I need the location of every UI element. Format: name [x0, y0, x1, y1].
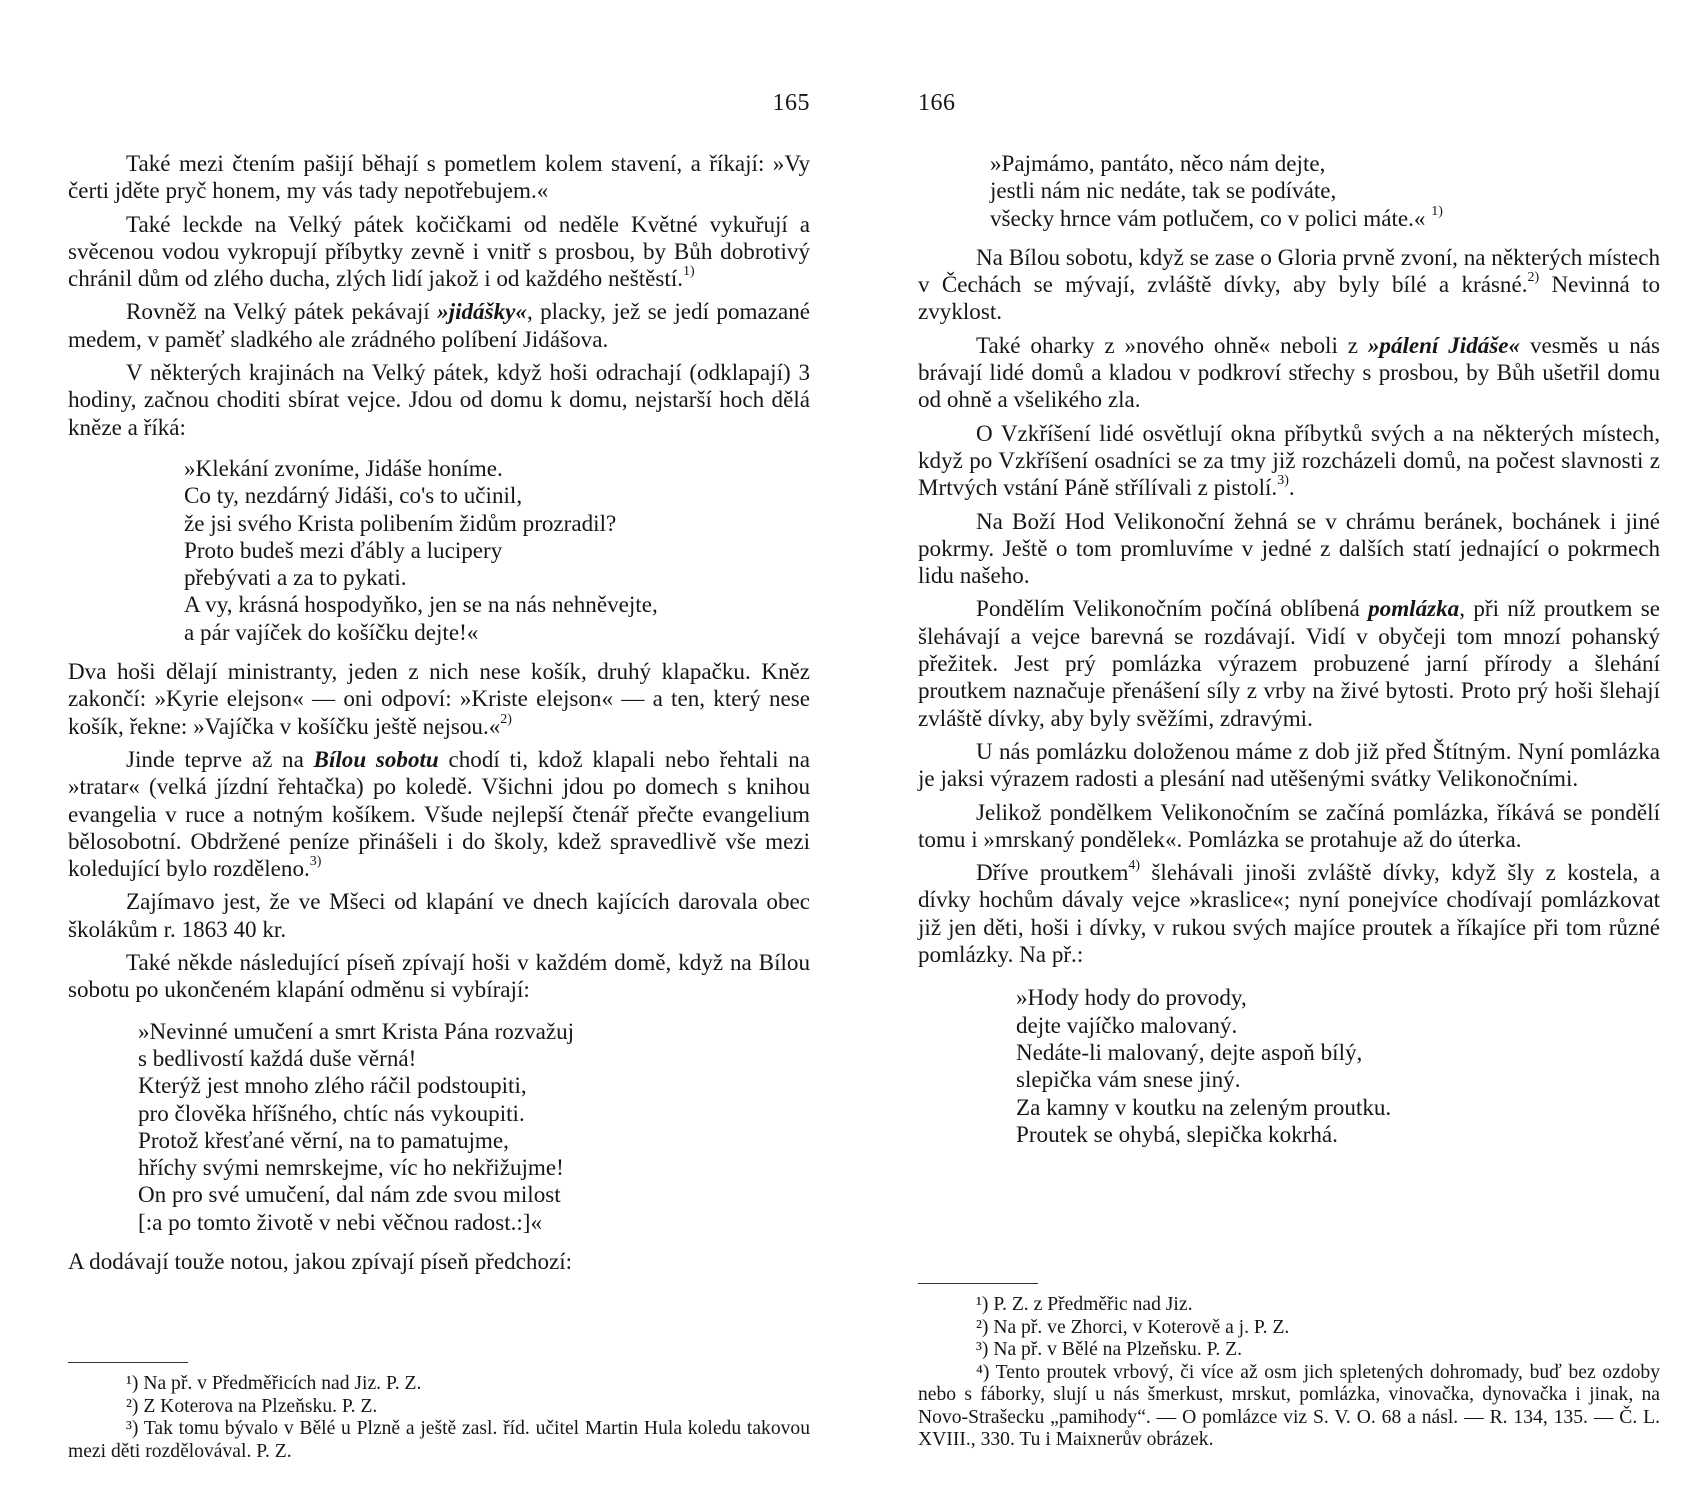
verse-line: A vy, krásná hospodyňko, jen se na nás nehněvejte,: [184, 591, 658, 618]
paragraph: [68, 298, 810, 353]
paragraph-text: Rovněž na Velký pátek pekávají: [126, 298, 430, 325]
paragraph: [68, 150, 810, 205]
verse-line: pro člověka hříšného, chtíc nás vykoupiti.: [138, 1099, 525, 1126]
verse-line: Nedáte-li malovaný, dejte aspoň bílý,: [1016, 1038, 1363, 1065]
verse-pajmamo: [918, 150, 1660, 232]
paragraph: [918, 738, 1660, 793]
paragraph-text: U nás pomlázku doloženou máme z dob již před Štítným. Nyní pomlázka je jaksi výrazem radosti a plesání nad utěšenými svátky Velikonočními.: [918, 737, 1660, 792]
paragraph-text: Také mezi čtením pašijí běhají s pometlem kolem stavení, a říkají: »Vy čerti jděte pryč honem, my vás tady nepotřebujem.«: [68, 150, 810, 204]
emphasis-term: »jidášky«: [437, 298, 527, 325]
paragraph: [918, 799, 1660, 854]
paragraph-text: chodí ti, kdož klapali nebo řehtali na »tratar« (velká jízdní řehtačka) po koledě. Všichni jdou po domech s knihou evangelia v ruce a notným košíkem. Všude nejlepší čtenář přečte evangelium bělosobotní. Obdržené peníze přinášeli i do školy, kdež spravedlivě vše mezi koledující bylo rozděleno.: [68, 745, 810, 882]
verse-nevinne-umuceni: [68, 1018, 810, 1236]
verse-line: že jsi svého Krista polibením židům prozradil?: [184, 509, 617, 536]
paragraph-text: Také oharky z »nového ohně« neboli z: [976, 331, 1358, 358]
footnote: [68, 1418, 810, 1463]
footnotes-left: [68, 1362, 810, 1463]
footnote-divider: [68, 1362, 188, 1363]
footnote: [68, 1396, 810, 1419]
paragraph-text: Také leckde na Velký pátek kočičkami od neděle Květné vykuřují a svěcenou vodou vykropují příbytky zevně i vnitř s prosbou, by Bůh dobrotivý chránil dům od zlého ducha, zlých lidí jakož i od každého neštěstí.: [68, 210, 810, 292]
paragraph: [918, 420, 1660, 502]
paragraph: [918, 595, 1660, 731]
verse-line: [990, 205, 1660, 232]
verse-line: hříchy svými nemrskejme, víc ho nekřižujme!: [138, 1154, 564, 1181]
footnote-text: Na př. v Předměřicích nad Jiz. P. Z.: [143, 1373, 422, 1394]
verse-line: »Klekání zvoníme, Jidáše honíme.: [184, 454, 503, 481]
verse-line: »Nevinné umučení a smrt Krista Pána rozvažuj: [138, 1017, 575, 1044]
right-page-body: [918, 150, 1660, 1160]
footnote-ref: 3): [309, 854, 322, 870]
verse-line: Co ty, nezdárný Jidáši, co's to učinil,: [184, 482, 523, 509]
verse-line: »Hody hody do provody,: [1016, 984, 1247, 1011]
paragraph-text: Na Bílou sobotu, když se zase o Gloria prvně zvoní, na některých místech v Čechách se mývají, zvláště dívky, aby byly bílé a krásné.: [918, 243, 1660, 298]
footnote-mark: ¹): [126, 1373, 139, 1394]
paragraph-text: šlehávali jinoši zvláště dívky, když šly z kostela, a dívky hochům dávaly vejce »kraslice«; nyní ponejvíce chodívají pomlázkovat již jen děti, hoši i dívky, v rukou svých majíce proutek a říkajíce při tom různé pomlázky. Na př.:: [918, 859, 1660, 968]
paragraph: [68, 746, 810, 882]
footnote-mark: ²): [976, 1316, 989, 1338]
paragraph: [68, 1248, 810, 1275]
page-number-right: 166: [918, 90, 956, 116]
page-number-left: 165: [772, 90, 810, 116]
paragraph-text: V některých krajinách na Velký pátek, když hoši odrachají (odklapají) 3 hodiny, začnou choditi sbírat vejce. Jdou od domu k domu, nejstarší hoch dělá kněze a říká:: [68, 359, 810, 440]
paragraph-text: Jelikož pondělkem Velikonočním se začíná pomlázka, říkává se pondělí tomu i »mrskaný pondělek«. Pomlázka se protahuje až do úterka.: [918, 798, 1660, 852]
paragraph-text: Na Boží Hod Velikonoční žehná se v chrámu beránek, bochánek i jiné pokrmy. Ještě o tom promluvíme v jedné z dalších statí jednající o pokrmech lidu našeho.: [918, 507, 1660, 589]
emphasis-term: pomlázka: [1368, 595, 1460, 622]
verse-line: On pro své umučení, dal nám zde svou milost: [138, 1181, 561, 1208]
verse-line: Proutek se ohybá, slepička kokrhá.: [1016, 1120, 1338, 1147]
verse-line: přebývati a za to pykati.: [184, 564, 407, 591]
footnote-mark: ³): [126, 1418, 139, 1439]
paragraph-text: vesměs u nás brávají lidé domů a kladou v podkroví střechy s prosbou, by Bůh ušetřil domu od ohně a všelikého zla.: [918, 331, 1660, 413]
footnote-mark: ³): [976, 1339, 989, 1360]
footnote-mark: ⁴): [976, 1361, 990, 1383]
footnote-ref: 4): [1128, 858, 1141, 874]
footnote-ref: 1): [683, 264, 695, 280]
verse-line: Za kamny v koutku na zeleným proutku.: [1016, 1093, 1392, 1120]
footnote-divider: [918, 1283, 1038, 1284]
paragraph-text: Dříve proutkem: [976, 859, 1129, 886]
footnote: [918, 1362, 1660, 1452]
paragraph: [68, 888, 810, 943]
footnote-ref: 3): [1277, 473, 1289, 489]
verse-hody-hody: [918, 984, 1660, 1148]
footnote: [918, 1317, 1660, 1340]
left-page-body: [68, 150, 810, 1281]
paragraph: [918, 244, 1660, 326]
paragraph-text: A dodávají touže notou, jakou zpívají píseň předchozí:: [68, 1247, 573, 1274]
footnote-text: Tak tomu bývalo v Bělé u Plzně a ještě zasl. říd. učitel Martin Hula koledu takovou mezi děti rozdělovával. P. Z.: [68, 1418, 811, 1462]
footnote-ref: 2): [500, 711, 512, 727]
right-page: [918, 0, 1660, 1500]
paragraph-text: , placky, jež se jedí pomazané medem, v paměť sladkého ale zrádného políbení Jidášova.: [68, 298, 810, 352]
verse-line: [:a po tomto životě v nebi věčnou radost.:]«: [138, 1208, 543, 1235]
verse-klekani: [68, 455, 810, 646]
paragraph-text: Pondělím Velikonočním počíná oblíbená: [976, 595, 1360, 622]
footnote-text: Na př. ve Zhorci, v Koterově a j. P. Z.: [993, 1316, 1290, 1338]
footnote-mark: ¹): [976, 1294, 989, 1315]
verse-line: Proto budeš mezi ďábly a lucipery: [184, 536, 503, 563]
verse-line: Protož křesťané věrní, na to pamatujme,: [138, 1126, 509, 1153]
footnote-text: Na př. v Bělé na Plzeňsku. P. Z.: [993, 1339, 1243, 1360]
footnote: [918, 1294, 1660, 1317]
paragraph: [68, 658, 810, 740]
paragraph: [918, 332, 1660, 414]
paragraph: [68, 211, 810, 293]
paragraph-text: .: [1288, 474, 1295, 501]
verse-line: s bedlivostí každá duše věrná!: [138, 1044, 417, 1071]
paragraph-text: , při níž proutkem se šlehávají a vejce barevná se rozdávají. Vidí v obyčeji tom mnozí pohanský přežitek. Jest prý pomlázka výrazem probuzené jarní přírody a šlehání proutkem naznačuje přenášení síly z vrby na živé bytosti. Proto prý hoši šlehají zvláště dívky, aby byly svěžími, zdravými.: [918, 595, 1660, 731]
emphasis-term: Bílou sobotu: [313, 745, 439, 772]
paragraph-text: Také někde následující píseň zpívají hoši v každém domě, když na Bílou sobotu po ukončeném klapání odměnu si vybírají:: [68, 949, 810, 1003]
verse-text: všecky hrnce vám potlučem, co v polici máte.«: [990, 204, 1426, 231]
paragraph: [918, 859, 1660, 968]
footnote-ref: 2): [1527, 270, 1540, 286]
footnote-mark: ²): [126, 1395, 139, 1417]
verse-line: dejte vajíčko malovaný.: [1016, 1011, 1238, 1038]
verse-line: Kterýž jest mnoho zlého ráčil podstoupiti,: [138, 1072, 527, 1099]
paragraph-text: Dva hoši dělají ministranty, jeden z nich nese košík, druhý klapačku. Kněz zakončí: »Kyrie elejson« — oni odpoví: »Kriste elejson« — a ten, který nese košík, řekne: »Vajíčka v košíčku ještě nejsou.«: [68, 658, 810, 739]
footnote-text: Tento proutek vrbový, či více až osm jich spletených dohromady, buď bez ozdoby nebo s fáborky, slují u nás šmerkust, mrskut, pomlázka, vinovačka, dynovačka i jinak, na Novo-Strašecku „pamihody“. — O pomlázce viz S. V. O. 68 a násl. — R. 134, 135. — Č. L. XVIII., 330. Tu i Maixnerův obrázek.: [918, 1361, 1660, 1450]
verse-line: jestli nám nic nedáte, tak se podíváte,: [990, 177, 1337, 204]
footnotes-right: [918, 1283, 1660, 1452]
verse-line: slepička vám snese jiný.: [1016, 1066, 1241, 1093]
paragraph-text: O Vzkříšení lidé osvětlují okna příbytků svých a na některých místech, když po Vzkříšení osadníci se za tmy již rozcházeli domů, na počest slavnosti z Mrtvých vstání Páně střílívali z pistolí.: [918, 419, 1660, 501]
paragraph-text: Zajímavo jest, že ve Mšeci od klapání ve dnech kajících darovala obec školákům r. 1863 40 kr.: [68, 888, 810, 942]
footnote: [68, 1373, 810, 1396]
paragraph-text: Nevinná to zvyklost.: [918, 271, 1660, 325]
left-page: [68, 0, 810, 1500]
footnote-text: Z Koterova na Plzeňsku. P. Z.: [143, 1395, 378, 1417]
emphasis-term: »pálení Jidáše«: [1367, 331, 1521, 358]
paragraph: [68, 359, 810, 441]
paragraph: [918, 508, 1660, 590]
footnote-text: P. Z. z Předměřic nad Jiz.: [993, 1294, 1193, 1315]
footnote-ref: 1): [1431, 203, 1443, 219]
verse-line: »Pajmámo, pantáto, něco nám dejte,: [990, 150, 1326, 176]
paragraph: [68, 949, 810, 1004]
verse-line: a pár vajíček do košíčku dejte!«: [184, 618, 479, 645]
paragraph-text: Jinde teprve až na: [126, 745, 304, 772]
footnote: [918, 1339, 1660, 1362]
